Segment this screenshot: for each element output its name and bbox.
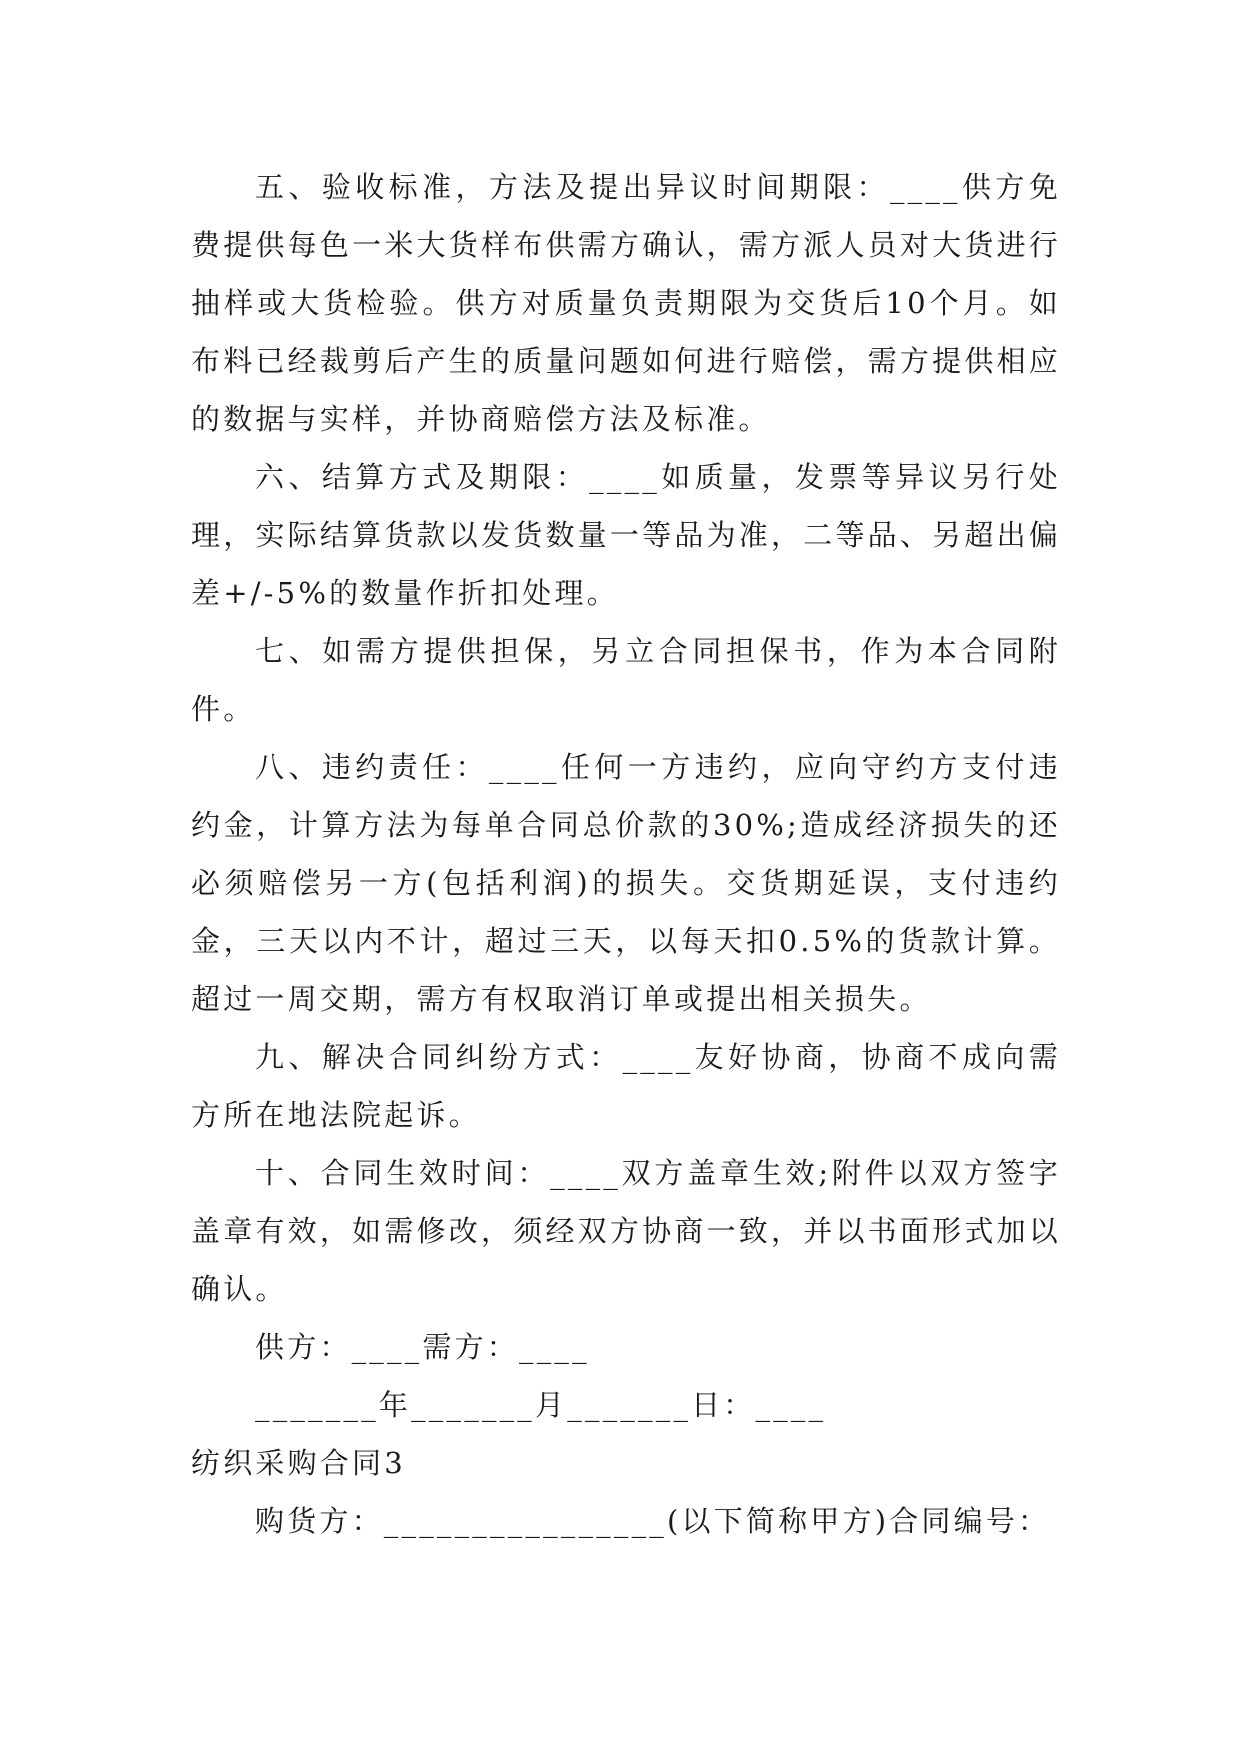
clause-settlement-method: 六、结算方式及期限：____如质量，发票等异议另行处理，实际结算货款以发货数量一等品为准，二等品、另超出偏差+/-5%的数量作折扣处理。 <box>191 460 1061 610</box>
document-body <box>191 158 1061 1550</box>
clause-guarantee: 七、如需方提供担保，另立合同担保书，作为本合同附件。 <box>191 634 1061 726</box>
signature-line: 供方：____需方：____ <box>255 1330 590 1364</box>
clause-acceptance-standard: 五、验收标准，方法及提出异议时间期限：____供方免费提供每色一米大货样布供需方确认，需方派人员对大货进行抽样或大货检验。供方对质量负责期限为交货后10个月。如布料已经裁剪后产生的质量问题如何进行赔偿，需方提供相应的数据与实样，并协商赔偿方法及标准。 <box>191 170 1061 436</box>
clause-effective-time: 十、合同生效时间：____双方盖章生效;附件以双方签字盖章有效，如需修改，须经双方协商一致，并以书面形式加以确认。 <box>191 1156 1061 1306</box>
date-line: _______年_______月_______日：____ <box>255 1388 827 1422</box>
buyer-line: 购货方：________________(以下简称甲方)合同编号： <box>255 1504 1051 1538</box>
clause-dispute-resolution: 九、解决合同纠纷方式：____友好协商，协商不成向需方所在地法院起诉。 <box>191 1040 1061 1132</box>
section-heading: 纺织采购合同3 <box>191 1446 406 1480</box>
clause-breach-liability: 八、违约责任：____任何一方违约，应向守约方支付违约金，计算方法为每单合同总价款的30%;造成经济损失的还必须赔偿另一方(包括利润)的损失。交货期延误，支付违约金，三天以内不计，超过三天，以每天扣0.5%的货款计算。超过一周交期，需方有权取消订单或提出相关损失。 <box>191 750 1061 1016</box>
